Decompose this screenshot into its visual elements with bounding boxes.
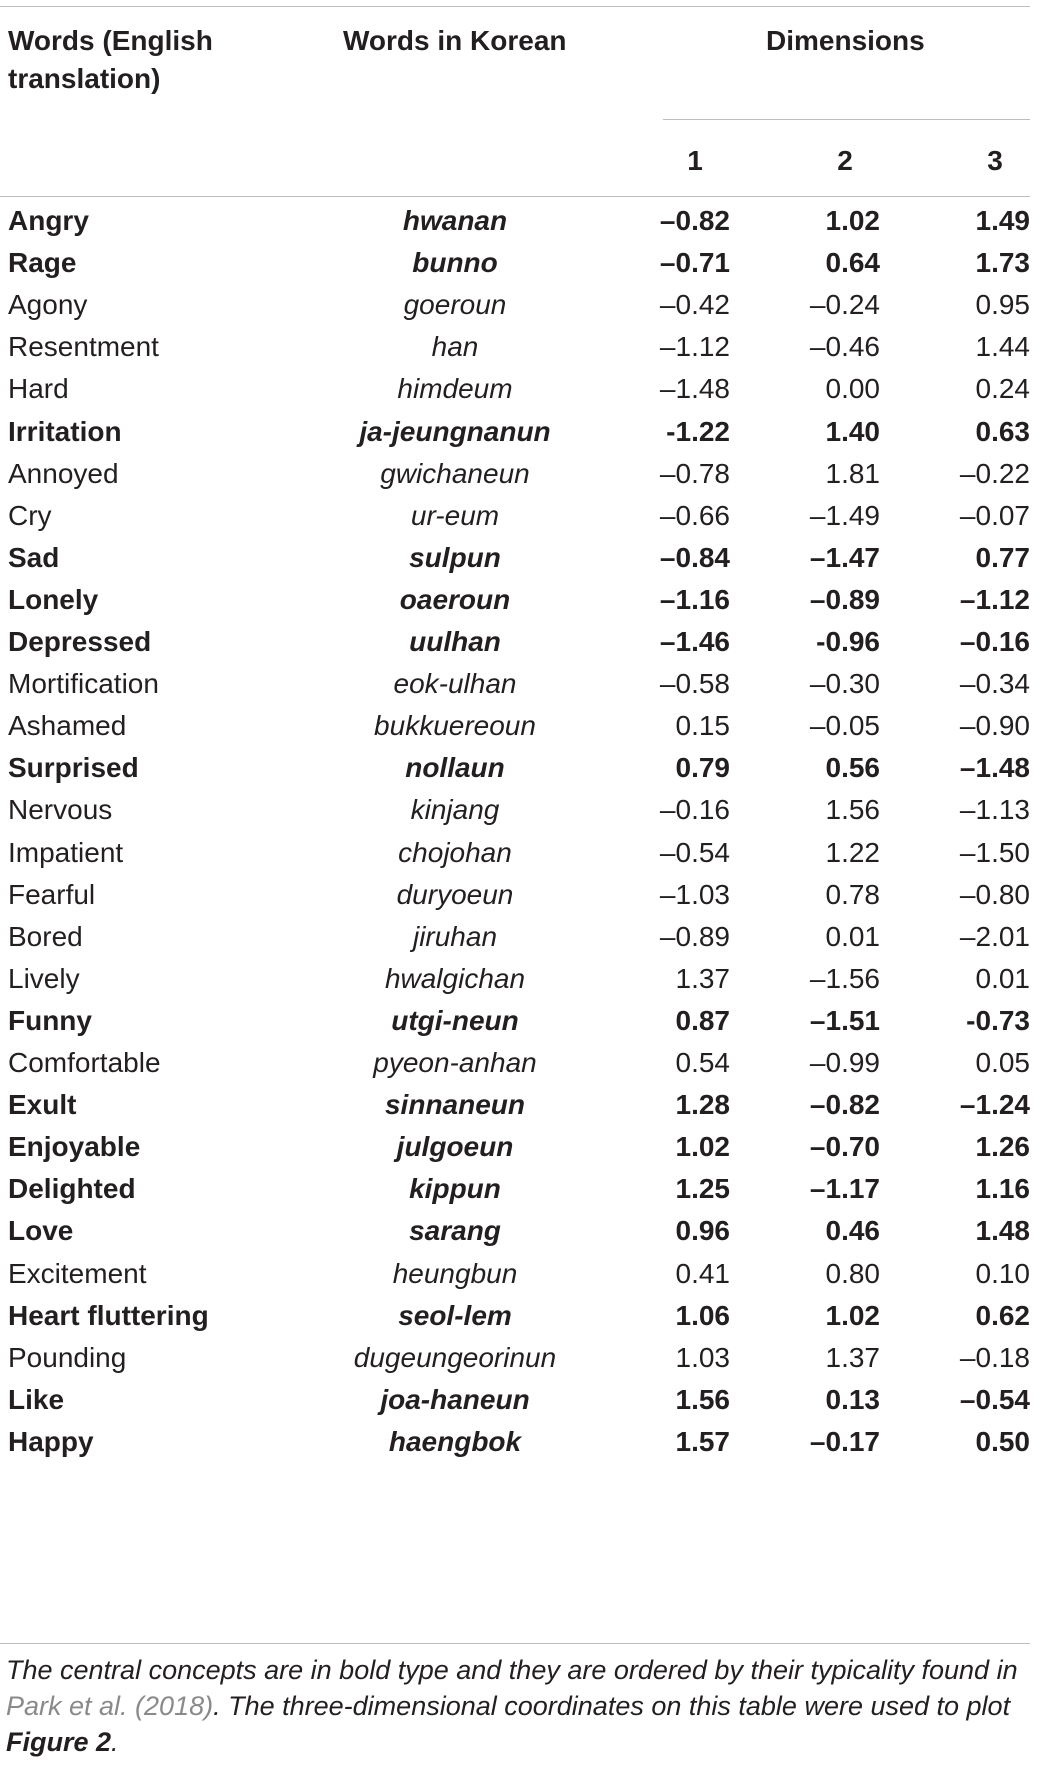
dimension-3-value: –0.80 [959,878,1030,910]
table-row [0,744,1042,791]
word-english: Impatient [8,836,124,868]
dimension-3-value: –0.07 [959,499,1030,531]
word-english: Mortification [8,668,159,700]
header-words-english: Words (English translation) [8,25,213,94]
word-korean: julgoeun [396,1131,514,1163]
word-korean: oaeroun [399,583,511,615]
dimension-2-value: –1.56 [809,962,880,994]
word-english: Bored [8,920,83,952]
word-korean: nollaun [405,752,505,784]
dimension-1-value: 1.02 [675,1131,730,1163]
table-row [0,450,1042,497]
dimension-1-value: –0.89 [659,920,730,952]
dimension-2-value: 1.22 [825,836,880,868]
reference-link[interactable]: Park et al. (2018) [6,1691,214,1721]
word-english: Resentment [8,331,159,363]
word-english: Enjoyable [8,1131,141,1163]
table-row [0,408,1042,455]
dimension-1-value: –1.03 [659,878,730,910]
word-english: Nervous [8,794,113,826]
word-korean: sarang [409,1215,501,1247]
dimension-1-value: –1.16 [659,583,730,615]
word-english: Ashamed [8,710,127,742]
table-row [0,786,1042,833]
dimension-2-value: –1.49 [809,499,880,531]
table-row [0,1250,1042,1297]
dimension-3-value: –0.22 [959,457,1030,489]
dimension-3-value: 1.48 [975,1215,1030,1247]
table-row [0,1334,1042,1381]
word-korean: dugeungeorinun [353,1341,557,1373]
table-row [0,534,1042,581]
table-row [0,1207,1042,1254]
dimension-3-value: 0.77 [975,541,1030,573]
table-row [0,829,1042,876]
dimension-3-value: –1.48 [959,752,1030,784]
header-dimension-2: 2 [837,145,853,176]
table-row [0,1376,1042,1423]
dimension-2-value: –1.47 [809,541,880,573]
dimension-2-value: 0.13 [825,1383,880,1415]
dimension-2-value: 1.02 [825,205,880,236]
table-row [0,576,1042,623]
dimension-2-value: –0.17 [809,1425,880,1457]
dimension-1-value: –0.78 [659,457,730,489]
dimension-3-value: –1.50 [959,836,1030,868]
word-english: Lively [8,962,80,994]
dimension-2-value: 0.80 [825,1257,880,1289]
word-korean: hwalgichan [384,962,526,994]
dimension-1-value: –0.58 [659,668,730,700]
word-korean: pyeon-anhan [373,1047,537,1078]
dimension-3-value: –0.90 [959,710,1030,742]
word-korean: sinnaneun [384,1089,525,1121]
table-footnote [6,1652,1031,1760]
dimension-3-value: 0.05 [975,1047,1030,1078]
dimension-1-value: –1.12 [659,331,730,363]
dimension-1-value: –0.71 [659,247,730,279]
dimension-1-value: 0.87 [675,1004,730,1036]
dimension-1-value: –0.84 [659,541,730,573]
table-top-rule [0,6,1030,7]
word-english: Rage [8,247,77,279]
dimension-3-value: –0.54 [959,1383,1030,1415]
table-row [0,197,1042,244]
table-row [0,239,1042,286]
header-words-korean: Words in Korean [343,25,567,56]
table-row [0,913,1042,960]
table-row [0,997,1042,1044]
dimension-1-value: 1.25 [675,1173,730,1205]
footnote-text-2: . The three-dimensional coordinates on this table were used to plot [213,1691,1011,1721]
table-row [0,1165,1042,1212]
dimension-3-value: –1.12 [959,583,1030,615]
dimension-1-value: 0.54 [675,1047,730,1078]
word-english: Comfortable [8,1047,161,1078]
dimension-3-value: 0.50 [975,1425,1030,1457]
dimension-2-value: 0.64 [825,247,880,279]
dimension-3-value: –0.18 [959,1341,1030,1373]
word-english: Surprised [8,752,139,784]
dimension-2-value: –1.51 [809,1004,880,1036]
dimension-3-value: 0.24 [975,373,1030,405]
dimension-2-value: –0.70 [809,1131,880,1163]
word-english: Excitement [8,1257,147,1289]
dimension-2-value: 1.37 [825,1341,880,1373]
dimension-2-value: 0.56 [825,752,880,784]
dimension-1-value: –0.16 [659,794,730,826]
word-english: Depressed [8,626,152,657]
dimension-2-value: -0.96 [816,626,880,657]
word-korean: joa-haneun [380,1383,530,1415]
word-korean: han [431,331,479,363]
header-dimension-1: 1 [687,145,703,176]
word-korean: hwanan [402,205,508,236]
dimension-1-value: 0.15 [675,710,730,742]
header-dimensions: Dimensions [766,25,925,56]
dimension-2-value: –0.99 [809,1047,880,1078]
word-english: Happy [8,1425,94,1457]
word-english: Exult [8,1089,77,1121]
dimension-2-value: –0.30 [809,668,880,700]
footnote-text-1: The central concepts are in bold type and they are ordered by their typicality found in [6,1655,1018,1685]
dimension-3-value: 1.26 [975,1131,1030,1163]
dimension-1-value: –0.82 [659,205,730,236]
word-korean: jiruhan [412,920,498,952]
table-row [0,492,1042,539]
word-english: Delighted [8,1173,136,1205]
dimension-3-value: –2.01 [959,920,1030,952]
dimension-2-value: –0.89 [809,583,880,615]
word-english: Cry [8,499,52,531]
table-row [0,871,1042,918]
dimension-3-value: 0.63 [975,415,1030,447]
word-korean: seol-lem [398,1299,512,1331]
dimension-1-value: 1.03 [675,1341,730,1373]
word-english: Annoyed [8,457,119,489]
word-english: Angry [8,205,89,236]
footnote-text-3: . [111,1727,119,1757]
dimension-1-value: 1.56 [675,1383,730,1415]
word-english: Heart fluttering [8,1299,209,1331]
figure-reference[interactable]: Figure 2 [6,1727,112,1757]
word-korean: goeroun [403,289,507,321]
dimension-3-value: 0.95 [975,289,1030,321]
dimension-2-value: 1.02 [825,1299,880,1331]
dimension-1-value: 1.06 [675,1299,730,1331]
dimension-1-value: –1.48 [659,373,730,405]
dimension-2-value: –0.24 [809,289,880,321]
word-english: Fearful [8,878,96,910]
dimensions-rule [663,119,1030,120]
word-korean: ja-jeungnanun [359,415,551,447]
table-row [0,1418,1042,1465]
table-row [0,1123,1042,1170]
header-dimension-3: 3 [987,145,1003,176]
word-korean: ur-eum [410,499,500,531]
dimension-1-value: 0.41 [675,1257,730,1289]
word-english: Pounding [8,1341,127,1373]
word-korean: himdeum [397,373,513,405]
word-korean: bunno [412,247,498,279]
word-english: Agony [8,289,88,321]
table-row [0,702,1042,749]
word-korean: bukkuereoun [374,710,536,742]
dimension-2-value: –1.17 [809,1173,880,1205]
word-english: Funny [8,1004,92,1036]
word-korean: sulpun [409,541,501,573]
dimension-3-value: 0.62 [975,1299,1030,1331]
dimension-1-value: –0.54 [659,836,730,868]
word-korean: kippun [409,1173,501,1205]
dimension-2-value: –0.46 [809,331,880,363]
dimension-3-value: 1.16 [975,1173,1030,1205]
dimension-3-value: –0.34 [959,668,1030,700]
dimension-2-value: –0.82 [809,1089,880,1121]
dimension-3-value: 0.10 [975,1257,1030,1289]
dimension-1-value: 1.28 [675,1089,730,1121]
dimension-2-value: 0.78 [825,878,880,910]
dimension-3-value: 0.01 [975,962,1030,994]
dimension-3-value: 1.49 [975,205,1030,236]
dimension-3-value: -0.73 [966,1004,1030,1036]
word-korean: utgi-neun [391,1004,519,1036]
dimension-1-value: 1.57 [675,1425,730,1457]
dimension-3-value: –1.24 [959,1089,1030,1121]
word-korean: chojohan [398,836,512,868]
dimension-2-value: 0.00 [825,373,880,405]
dimension-3-value: –1.13 [959,794,1030,826]
word-korean: gwichaneun [380,457,530,489]
dimension-2-value: 0.46 [825,1215,880,1247]
word-english: Sad [8,541,60,573]
dimension-2-value: 1.56 [825,794,880,826]
table-row [0,660,1042,707]
word-korean: kinjang [410,794,500,826]
dimension-2-value: 0.01 [825,920,880,952]
word-english: Like [8,1383,65,1415]
word-korean: duryoeun [396,878,514,910]
table-row [0,323,1042,370]
word-korean: heungbun [392,1257,518,1289]
dimension-1-value: 1.37 [675,962,730,994]
dimension-1-value: 0.79 [675,752,730,784]
word-english: Hard [8,373,69,405]
dimension-2-value: 1.81 [825,457,880,489]
word-korean: uulhan [409,626,501,657]
dimension-3-value: 1.73 [975,247,1030,279]
dimension-1-value: –0.66 [659,499,730,531]
table-row [0,1039,1042,1086]
table-row [0,281,1042,328]
word-korean: haengbok [388,1425,522,1457]
table-bottom-rule [0,1643,1030,1644]
word-english: Irritation [8,415,122,447]
table-row [0,955,1042,1002]
dimension-2-value: –0.05 [809,710,880,742]
dimension-3-value: –0.16 [959,626,1030,657]
dimension-2-value: 1.40 [825,415,880,447]
dimension-1-value: –0.42 [659,289,730,321]
word-english: Lonely [8,583,99,615]
table-row [0,1292,1042,1339]
dimension-3-value: 1.44 [975,331,1030,363]
table-row [0,1081,1042,1128]
dimension-1-value: -1.22 [666,415,730,447]
word-korean: eok-ulhan [393,668,517,700]
table-row [0,618,1042,665]
word-english: Love [8,1215,74,1247]
dimension-1-value: –1.46 [659,626,730,657]
table-row [0,365,1042,412]
dimension-1-value: 0.96 [675,1215,730,1247]
